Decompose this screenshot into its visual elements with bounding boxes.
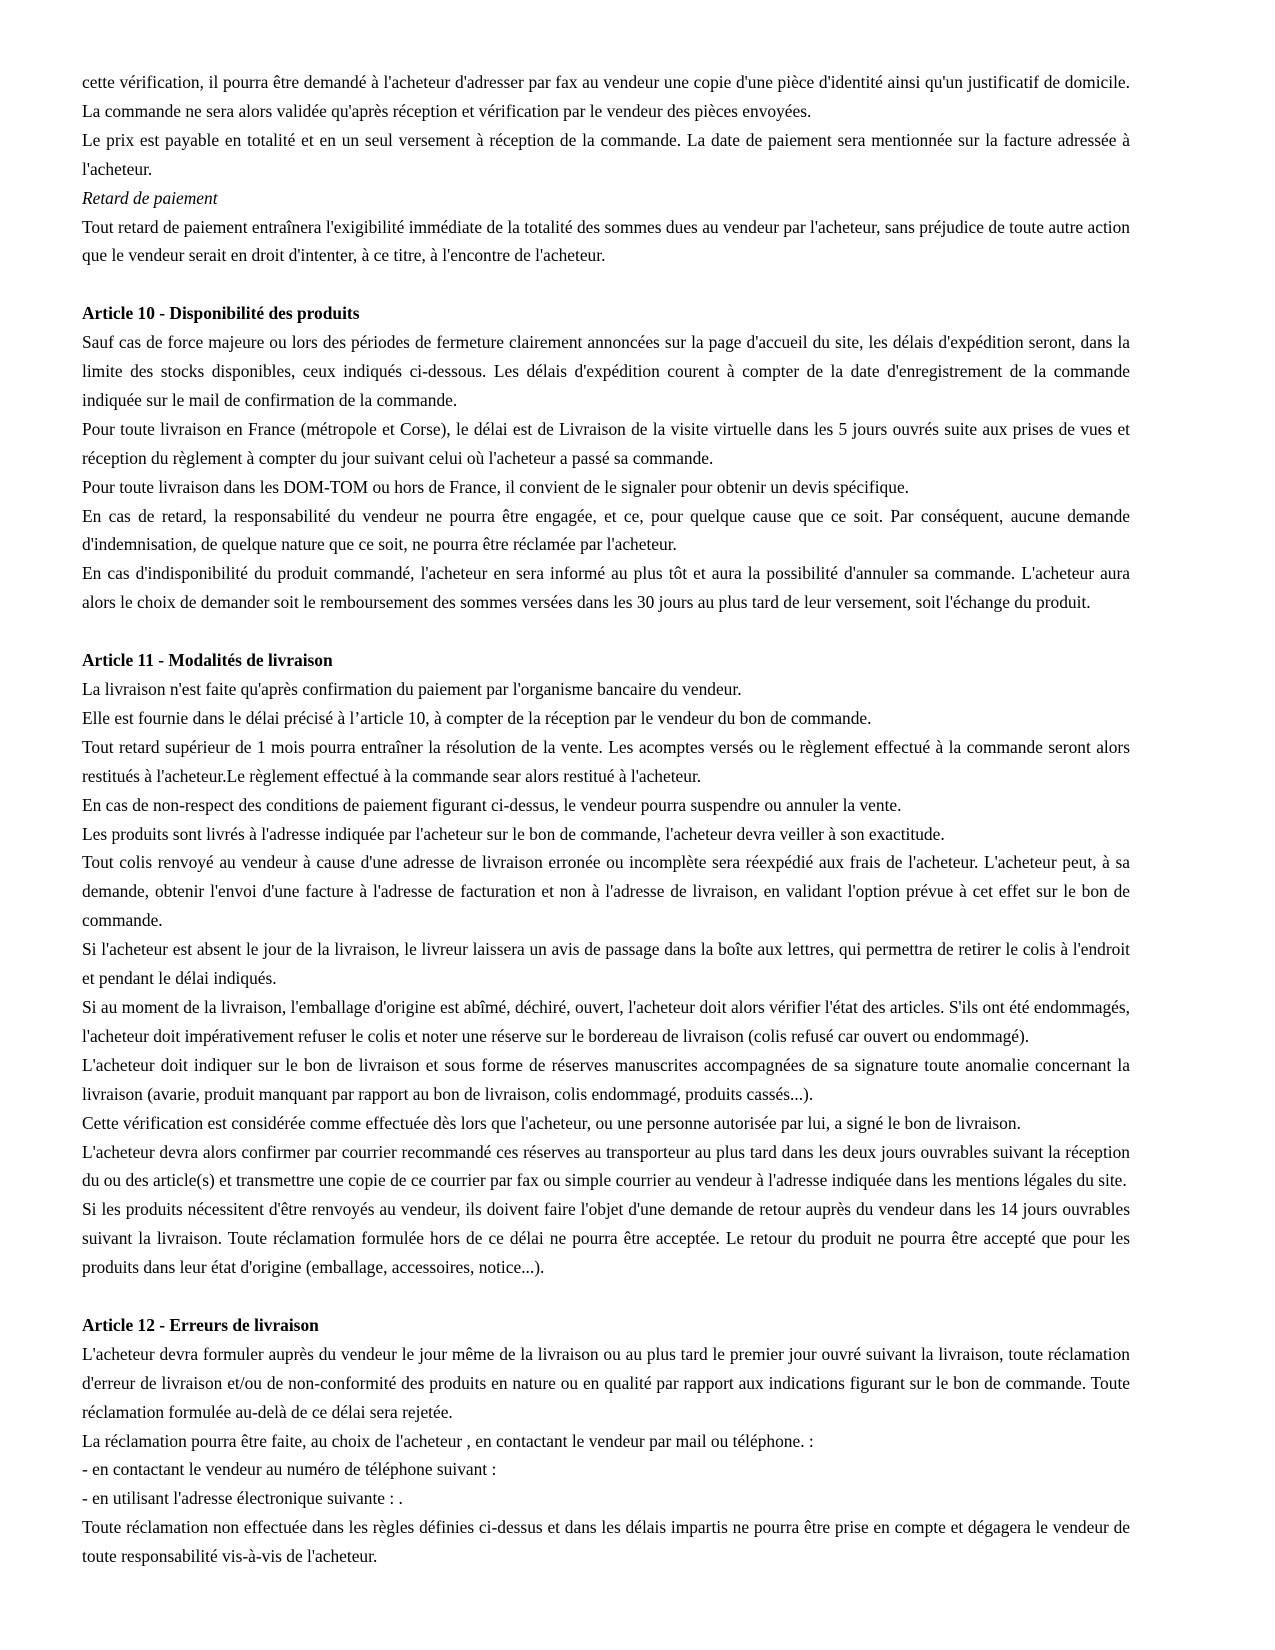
list-item-contact-phone: - en contactant le vendeur au numéro de téléphone suivant : [82,1459,497,1480]
document-text-body [82,68,1130,1571]
paragraph-article-10-2: Pour toute livraison en France (métropole et Corse), le délai est de Livraison de la visite virtuelle dans les 5 jours ouvrés suite aux prises de vues et réception du règlement à compter du jour suivant celui où l'acheteur a passé sa commande. [82,418,1130,468]
paragraph-article-11-11: L'acheteur devra alors confirmer par courrier recommandé ces réserves au transporteur au plus tard dans les deux jours ouvrables suivant la réception du ou des article(s) et transmettre une copie de ce courrier par fax ou simple courrier au vendeur à l'adresse indiquée dans les mentions légales du site. [82,1141,1130,1191]
section-spacer [82,270,1130,299]
paragraph-article-11-8: Si au moment de la livraison, l'emballage d'origine est abîmé, déchiré, ouvert, l'acheteur doit alors vérifier l'état des articles. S'ils ont été endommagés, l'acheteur doit impérativement refuser le colis et noter une réserve sur le bordereau de livraison (colis refusé car ouvert ou endommagé). [82,996,1130,1046]
paragraph-article-11-1: La livraison n'est faite qu'après confirmation du paiement par l'organisme bancaire du vendeur. [82,679,742,699]
heading-article-11: Article 11 - Modalités de livraison [82,650,333,671]
paragraph-late-payment: Tout retard de paiement entraînera l'exigibilité immédiate de la totalité des sommes dues au vendeur par l'acheteur, sans préjudice de toute autre action que le vendeur serait en droit d'intenter, à ce titre, à l'encontre de l'acheteur. [82,216,1130,266]
paragraph-article-11-6: Tout colis renvoyé au vendeur à cause d'une adresse de livraison erronée ou incomplète sera réexpédié aux frais de l'acheteur. L'acheteur peut, à sa demande, obtenir l'envoi d'une facture à l'adresse de facturation et non à l'adresse de livraison, en validant l'option prévue à cet effet sur le bon de commande. [82,852,1130,931]
paragraph-article-11-4: En cas de non-respect des conditions de paiement figurant ci-dessus, le vendeur pourra suspendre ou annuler la vente. [82,794,902,815]
section-spacer [82,1282,1130,1311]
subheading-retard-de-paiement: Retard de paiement [82,187,218,208]
paragraph-continued-verification: cette vérification, il pourra être demandé à l'acheteur d'adresser par fax au vendeur une copie d'une pièce d'identité ainsi qu'un justificatif de domicile. La commande ne sera alors validée qu'après réception et vérification par le vendeur des pièces envoyées. [82,72,1130,121]
paragraph-payment-terms: Le prix est payable en totalité et en un seul versement à réception de la commande. La date de paiement sera mentionnée sur la facture adressée à l'acheteur. [82,129,1130,179]
section-spacer [82,617,1130,646]
list-item-contact-email: - en utilisant l'adresse électronique suivante : . [82,1488,403,1509]
paragraph-article-12-3: Toute réclamation non effectuée dans les règles définies ci-dessus et dans les délais impartis ne pourra être prise en compte et dégagera le vendeur de toute responsabilité vis-à-vis de l'acheteur. [82,1517,1130,1567]
paragraph-article-10-4: En cas de retard, la responsabilité du vendeur ne pourra être engagée, et ce, pour quelque cause que ce soit. Par conséquent, aucune demande d'indemnisation, de quelque nature que ce soit, ne pourra être réclamée par l'acheteur. [82,505,1130,555]
paragraph-article-11-7: Si l'acheteur est absent le jour de la livraison, le livreur laissera un avis de passage dans la boîte aux lettres, qui permettra de retirer le colis à l'endroit et pendant le délai indiqués. [82,939,1130,989]
heading-article-12: Article 12 - Erreurs de livraison [82,1314,319,1335]
paragraph-article-11-3: Tout retard supérieur de 1 mois pourra entraîner la résolution de la vente. Les acomptes versés ou le règlement effectué à la commande seront alors restitués à l'acheteur.Le règlement effectué à la commande sear alors restitué à l'acheteur. [82,736,1130,786]
paragraph-article-11-5: Les produits sont livrés à l'adresse indiquée par l'acheteur sur le bon de commande, l'acheteur devra veiller à son exactitude. [82,823,945,844]
paragraph-article-10-3: Pour toute livraison dans les DOM-TOM ou hors de France, il convient de le signaler pour obtenir un devis spécifique. [82,476,910,497]
paragraph-article-11-12: Si les produits nécessitent d'être renvoyés au vendeur, ils doivent faire l'objet d'une demande de retour auprès du vendeur dans les 14 jours ouvrables suivant la livraison. Toute réclamation formulée hors de ce délai ne pourra être acceptée. Le retour du produit ne pourra être accepté que pour les produits dans leur état d'origine (emballage, accessoires, notice...). [82,1199,1130,1278]
paragraph-article-10-5: En cas d'indisponibilité du produit commandé, l'acheteur en sera informé au plus tôt et aura la possibilité d'annuler sa commande. L'acheteur aura alors le choix de demander soit le remboursement des sommes versées dans les 30 jours au plus tard de leur versement, soit l'échange du produit. [82,563,1130,613]
paragraph-article-11-2: Elle est fournie dans le délai précisé à l’article 10, à compter de la réception par le vendeur du bon de commande. [82,707,872,728]
paragraph-article-12-1: L'acheteur devra formuler auprès du vendeur le jour même de la livraison ou au plus tard le premier jour ouvré suivant la livraison, toute réclamation d'erreur de livraison et/ou de non-conformité des produits en nature ou en qualité par rapport aux indications figurant sur le bon de commande. Toute réclamation formulée au-delà de ce délai sera rejetée. [82,1343,1130,1422]
heading-article-10: Article 10 - Disponibilité des produits [82,303,360,324]
paragraph-article-11-9: L'acheteur doit indiquer sur le bon de livraison et sous forme de réserves manuscrites accompagnées de sa signature toute anomalie concernant la livraison (avarie, produit manquant par rapport au bon de livraison, colis endommagé, produits cassés...). [82,1054,1130,1104]
paragraph-article-11-10: Cette vérification est considérée comme effectuée dès lors que l'acheteur, ou une personne autorisée par lui, a signé le bon de livraison. [82,1112,1021,1133]
paragraph-article-12-2: La réclamation pourra être faite, au choix de l'acheteur , en contactant le vendeur par mail ou téléphone. : [82,1430,814,1451]
paragraph-article-10-1: Sauf cas de force majeure ou lors des périodes de fermeture clairement annoncées sur la page d'accueil du site, les délais d'expédition seront, dans la limite des stocks disponibles, ceux indiqués ci-dessous. Les délais d'expédition courent à compter de la date d'enregistrement de la commande indiquée sur le mail de confirmation de la commande. [82,332,1130,410]
